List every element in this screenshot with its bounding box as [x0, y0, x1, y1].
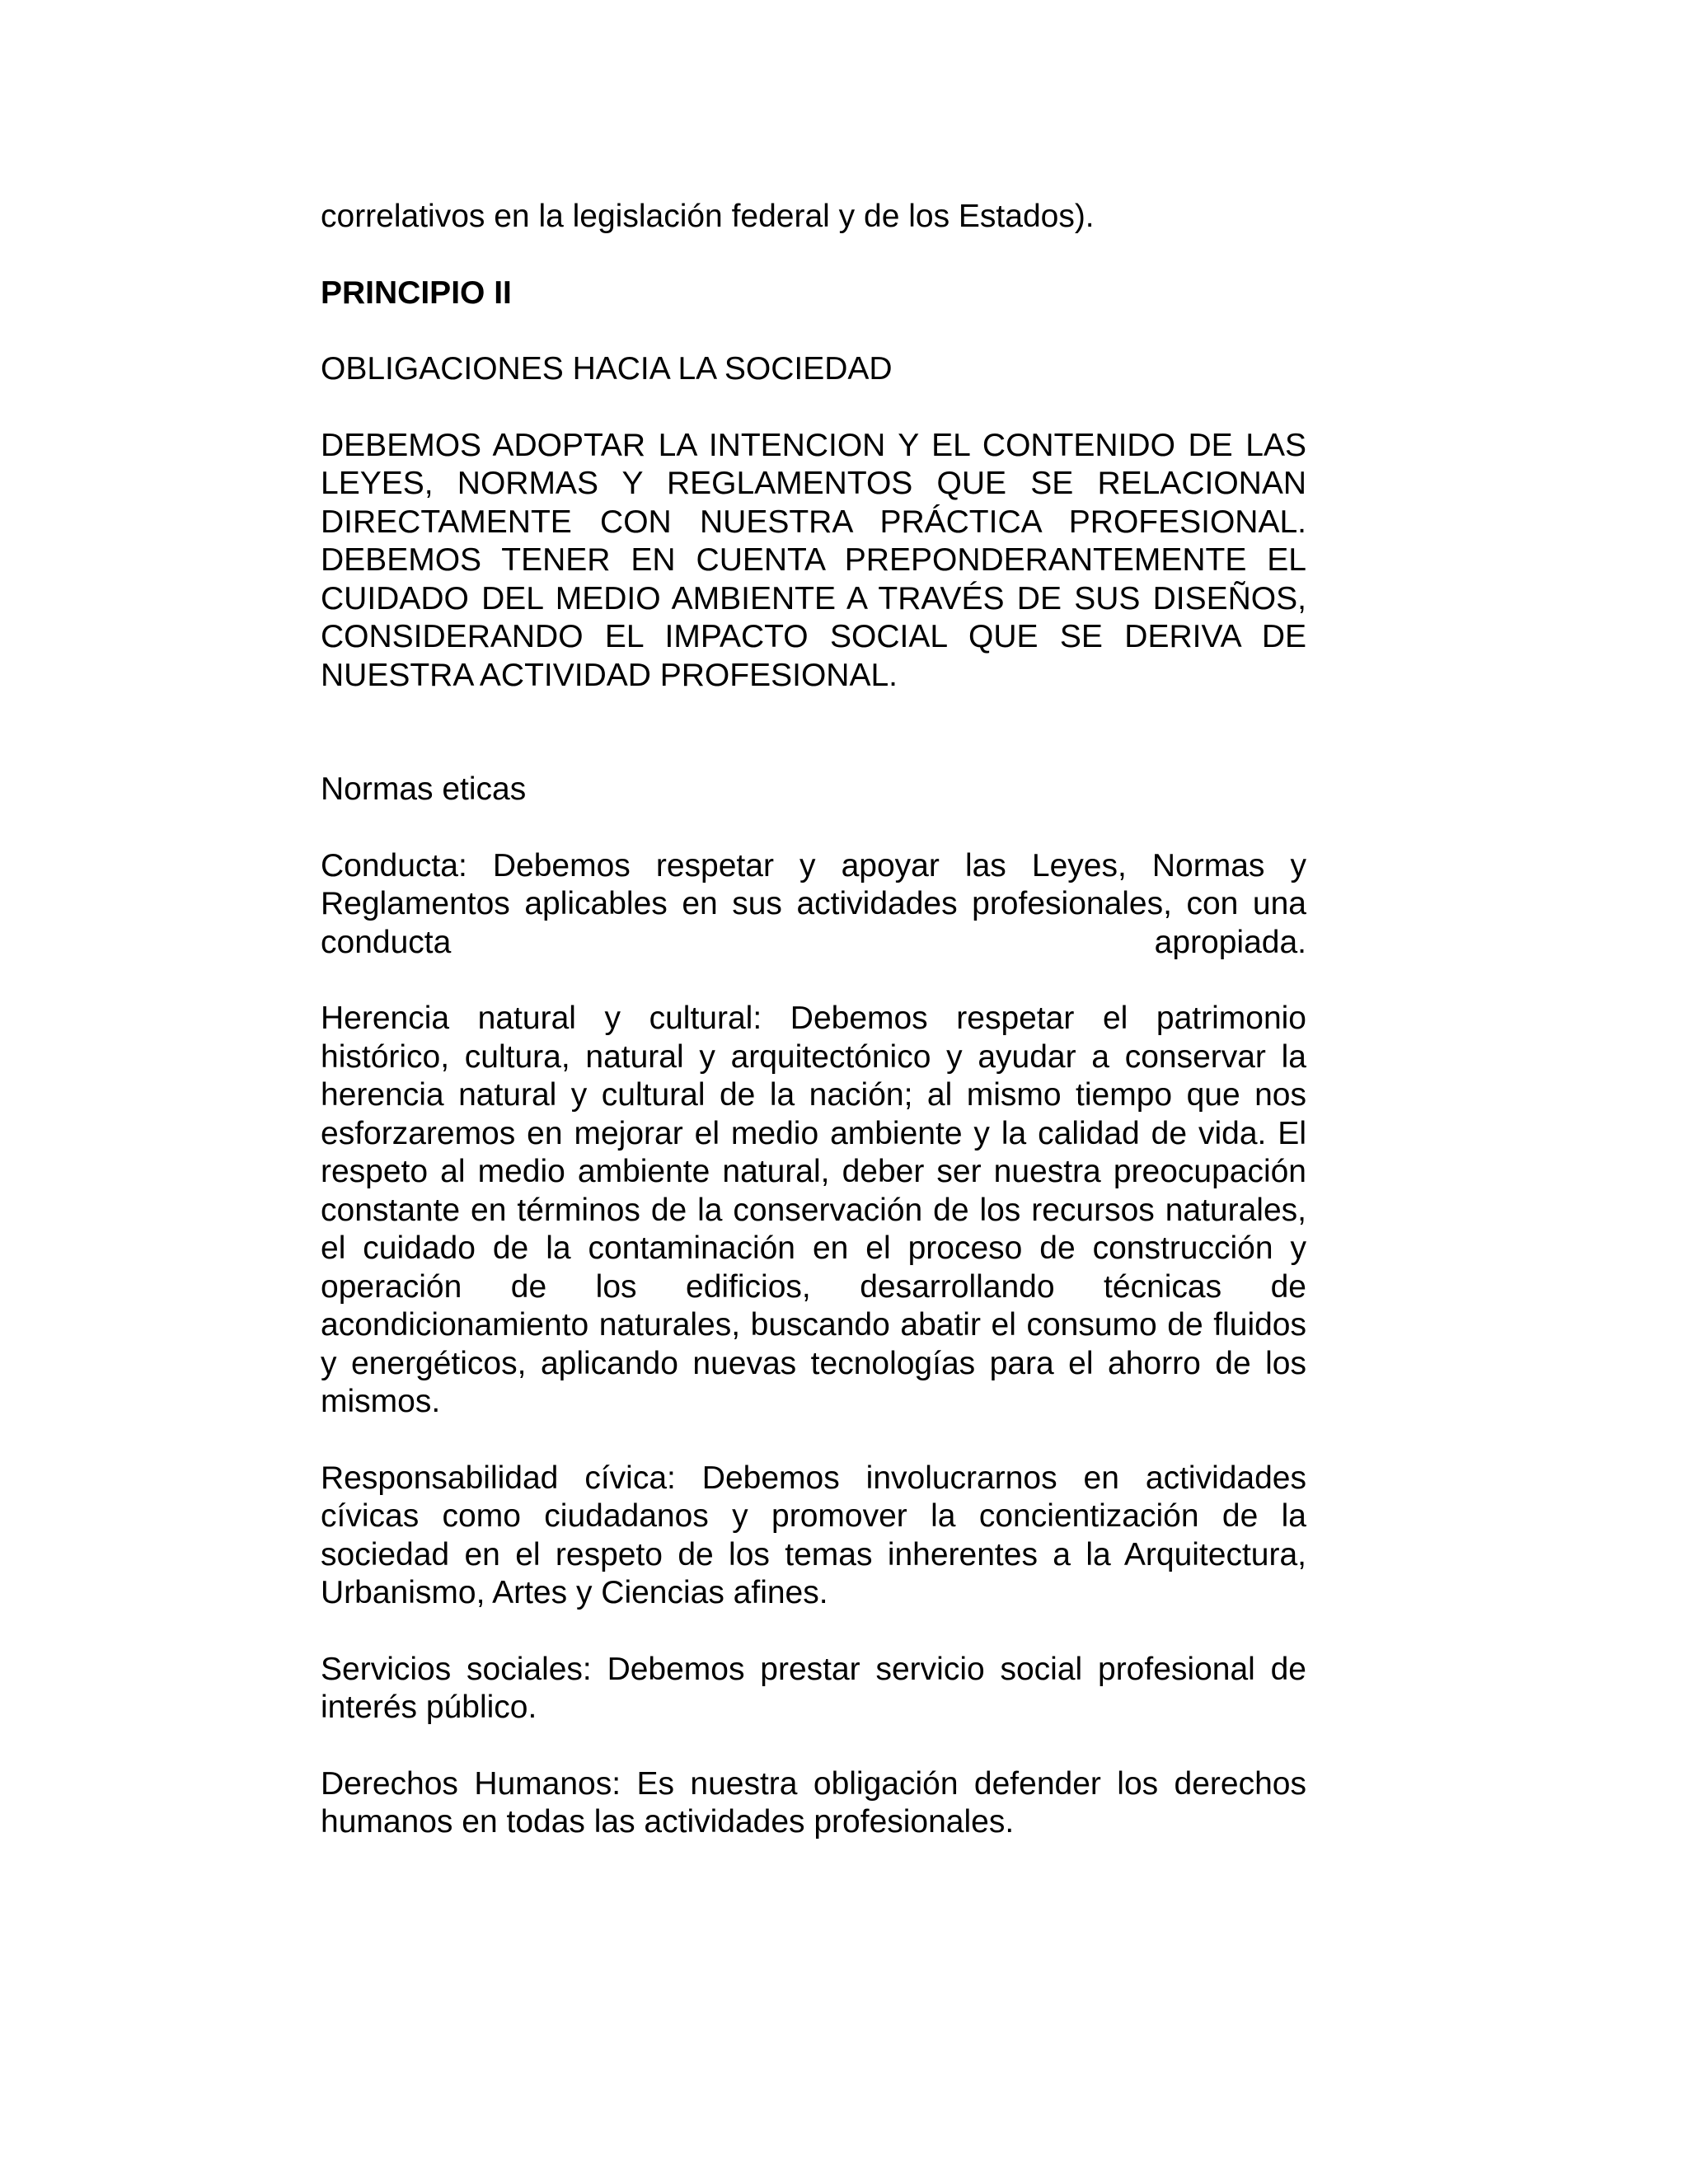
- norm-conducta: Conducta: Debemos respetar y apoyar las Leyes, Normas y Reglamentos aplicables en sus actividades profesionales, con una conducta apropiada.: [321, 847, 1306, 960]
- document-page: [321, 198, 1306, 1842]
- norm-derechos-humanos: Derechos Humanos: Es nuestra obligación defender los derechos humanos en todas las actividades profesionales.: [321, 1765, 1306, 1840]
- norms-heading: Normas eticas: [321, 771, 527, 807]
- principle-subtitle: OBLIGACIONES HACIA LA SOCIEDAD: [321, 351, 893, 387]
- norm-responsabilidad-civica: Responsabilidad cívica: Debemos involucrarnos en actividades cívicas como ciudadanos y promover la concientización de la sociedad en el respeto de los temas inherentes a la Arquitectura, Urbanismo, Artes y Ciencias afines.: [321, 1460, 1306, 1610]
- norm-servicios-sociales: Servicios sociales: Debemos prestar servicio social profesional de interés público.: [321, 1651, 1306, 1725]
- principle-statement: DEBEMOS ADOPTAR LA INTENCION Y EL CONTENIDO DE LAS LEYES, NORMAS Y REGLAMENTOS QUE SE RELACIONAN DIRECTAMENTE CON NUESTRA PRÁCTICA PROFESIONAL. DEBEMOS TENER EN CUENTA PREPONDERANTEMENTE EL CUIDADO DEL MEDIO AMBIENTE A TRAVÉS DE SUS DISEÑOS, CONSIDERANDO EL IMPACTO SOCIAL QUE SE DERIVA DE NUESTRA ACTIVIDAD PROFESIONAL.: [321, 427, 1306, 693]
- continuation-text: correlativos en la legislación federal y de los Estados).: [321, 199, 1095, 234]
- principle-title: PRINCIPIO II: [321, 274, 512, 311]
- norm-herencia-natural-cultural: Herencia natural y cultural: Debemos respetar el patrimonio histórico, cultura, natural y arquitectónico y ayudar a conservar la herencia natural y cultural de la nación; al mismo tiempo que nos esforzaremos en mejorar el medio ambiente y la calidad de vida. El respeto al medio ambiente natural, deber ser nuestra preocupación constante en términos de la conservación de los recursos naturales, el cuidado de la contaminación en el proceso de construcción y operación de los edificios, desarrollando técnicas de acondicionamiento naturales, buscando abatir el consumo de fluidos y energéticos, aplicando nuevas tecnologías para el ahorro de los mismos.: [321, 1001, 1306, 1419]
